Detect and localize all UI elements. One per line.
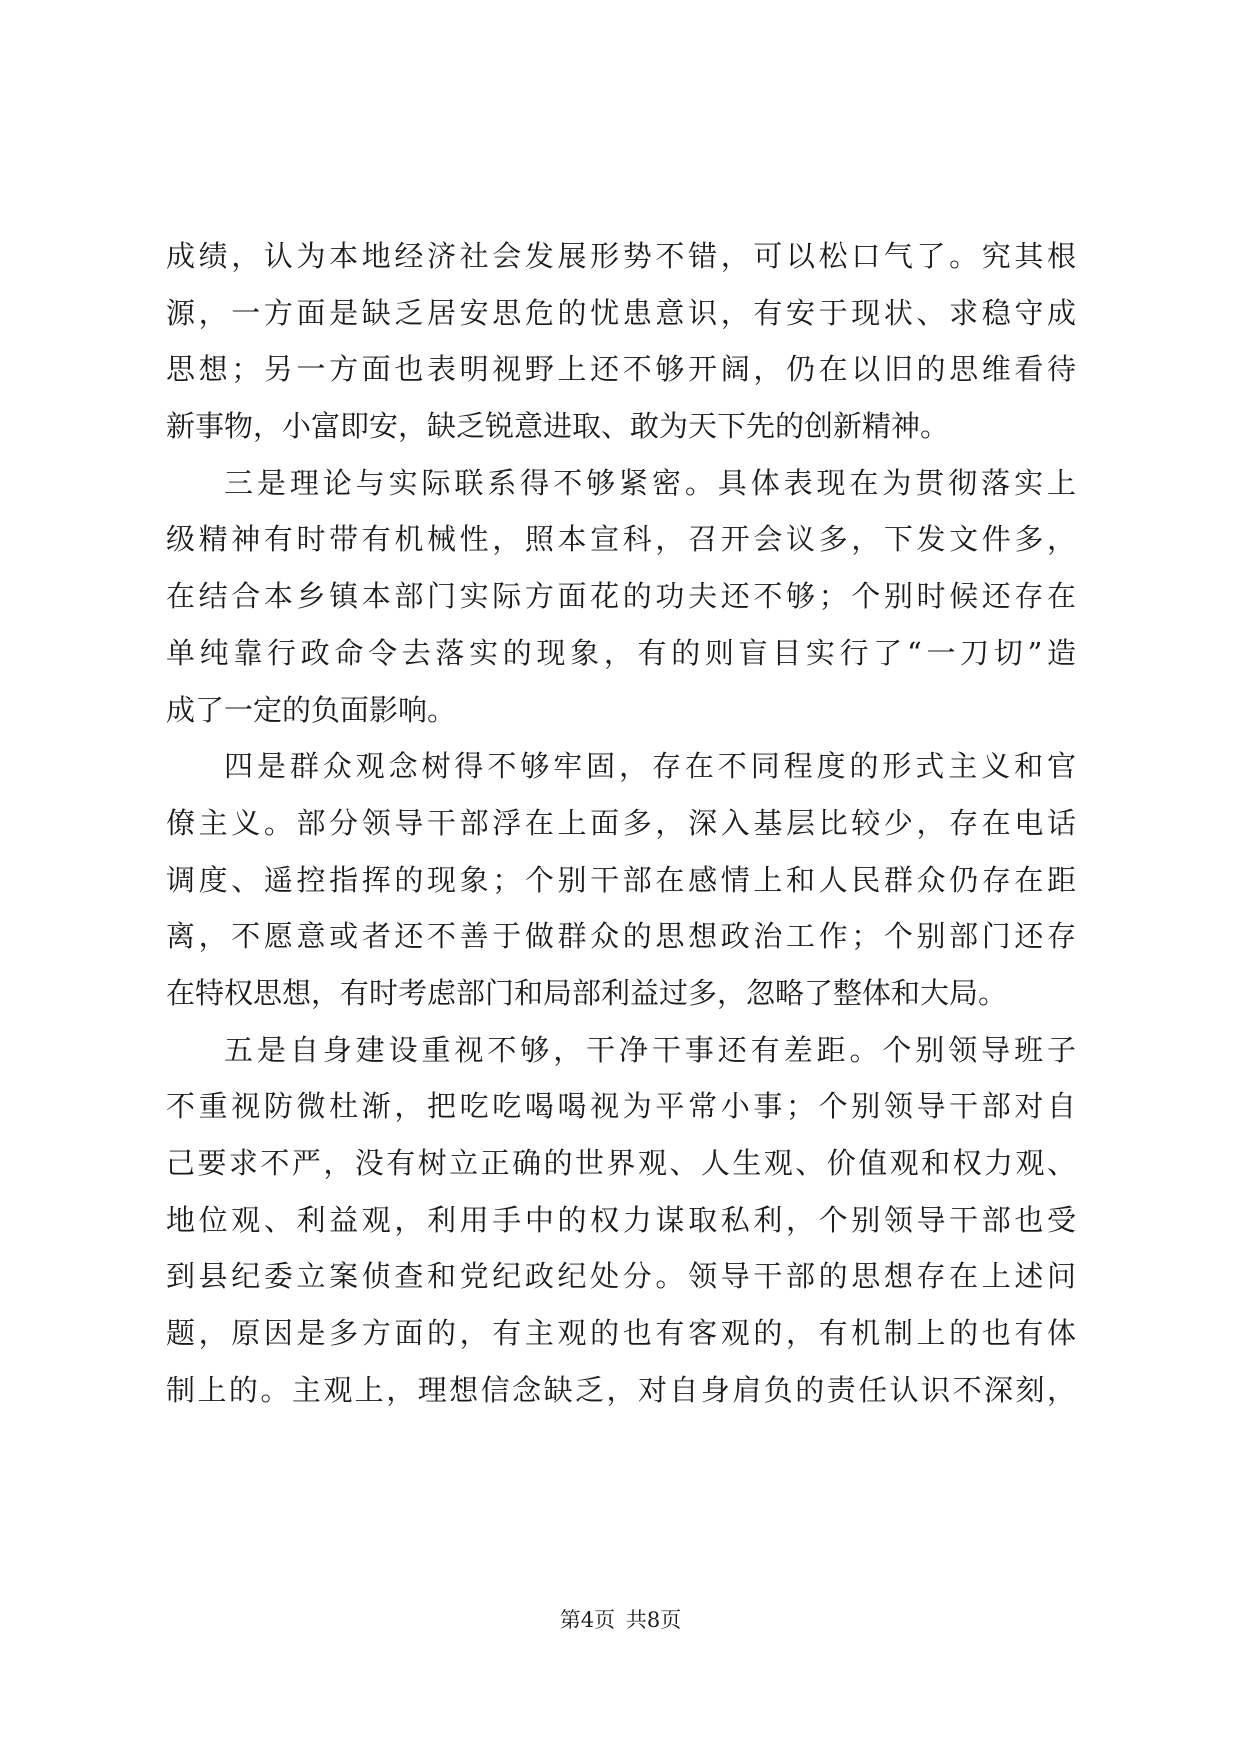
text-line: 地位观、利益观，利用手中的权力谋取私利，个别领导干部也受	[166, 1202, 1076, 1237]
text-line: 级精神有时带有机械性，照本宣科，召开会议多，下发文件多，	[166, 522, 1076, 557]
text-line: 调度、遥控指挥的现象；个别干部在感情上和人民群众仍存在距	[166, 862, 1076, 897]
text-line: 制上的。主观上，理想信念缺乏，对自身肩负的责任认识不深刻，	[166, 1372, 1076, 1407]
paragraph-start-line: 四是群众观念树得不够牢固，存在不同程度的形式主义和官	[224, 749, 1076, 784]
text-line: 题，原因是多方面的，有主观的也有客观的，有机制上的也有体	[166, 1316, 1076, 1351]
text-line: 到县纪委立案侦查和党纪政纪处分。领导干部的思想存在上述问	[166, 1259, 1076, 1294]
page-total: 共8页	[625, 1608, 682, 1632]
text-line: 成了一定的负面影响。	[166, 692, 457, 727]
text-line: 己要求不严，没有树立正确的世界观、人生观、价值观和权力观、	[166, 1146, 1076, 1180]
text-line: 僚主义。部分领导干部浮在上面多，深入基层比较少，存在电话	[166, 805, 1076, 840]
text-line: 成绩，认为本地经济社会发展形势不错，可以松口气了。究其根	[166, 239, 1076, 273]
text-line: 源，一方面是缺乏居安思危的忧患意识，有安于现状、求稳守成	[166, 295, 1076, 330]
document-body	[166, 228, 1076, 1418]
page-number: 第4页	[559, 1608, 616, 1632]
text-line: 在结合本乡镇本部门实际方面花的功夫还不够；个别时候还存在	[166, 579, 1076, 614]
page-footer	[0, 1604, 1241, 1634]
text-line: 新事物，小富即安，缺乏锐意进取、敢为天下先的创新精神。	[166, 409, 950, 444]
text-line: 单纯靠行政命令去落实的现象，有的则盲目实行了“一刀切”造	[166, 635, 1076, 670]
text-line: 在特权思想，有时考虑部门和局部利益过多，忽略了整体和大局。	[166, 975, 1008, 1010]
paragraph-start-line: 五是自身建设重视不够，干净干事还有差距。个别领导班子	[224, 1032, 1076, 1067]
text-line: 离，不愿意或者还不善于做群众的思想政治工作；个别部门还存	[166, 919, 1076, 954]
paragraph-start-line: 三是理论与实际联系得不够紧密。具体表现在为贯彻落实上	[224, 465, 1076, 500]
text-line: 思想；另一方面也表明视野上还不够开阔，仍在以旧的思维看待	[166, 352, 1076, 387]
text-line: 不重视防微杜渐，把吃吃喝喝视为平常小事；个别领导干部对自	[166, 1089, 1076, 1124]
